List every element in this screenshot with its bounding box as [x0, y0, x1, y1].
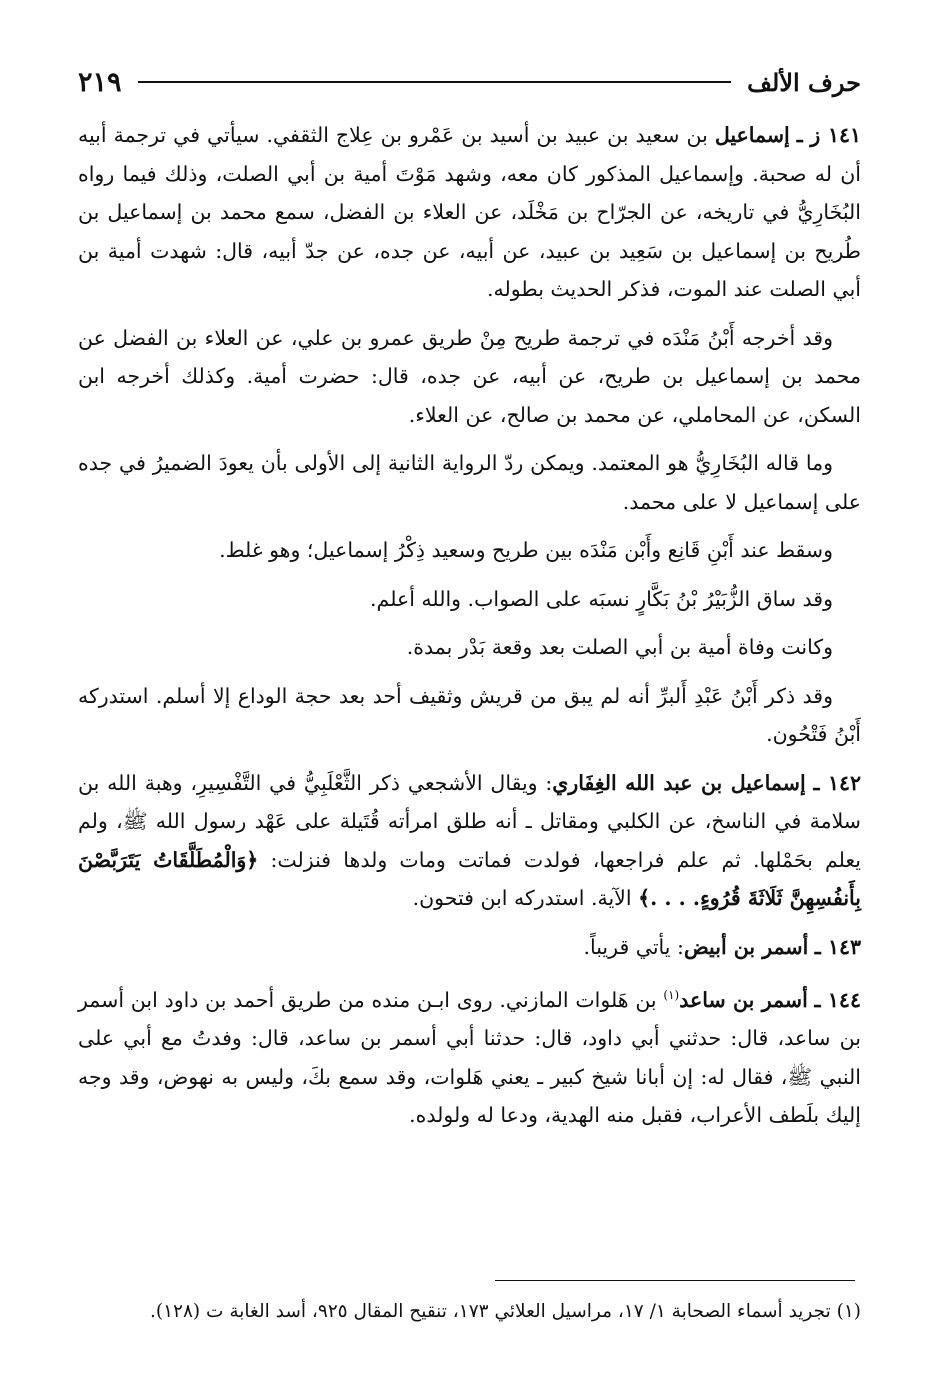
entry-text: : ويقال الأشجعي ذكر الثَّعْلَبِيُّ في التَّفْسِيرِ، وهبة الله بن سلامة في الناسخ، عن الكلبي ومقاتل ـ أنه طلق امرأته قُتَيلة على عَهْد رسول الله ﷺ، ولم يعلم بحَمْلها. ثم علم فراجعها، فولدت فماتت ومات ولدها فنزلت: — [78, 770, 861, 872]
paragraph: وسقط عند أَبْنِ قَانِع وأَبْن مَنْدَه بين طريح وسعيد ذِكْرُ إسماعيل؛ وهو غلط. — [219, 538, 833, 562]
footnote-reference: (١) — [663, 988, 680, 1002]
entry-name: أسمر بن ساعد — [679, 987, 808, 1012]
entry-number: ١٤٤ ـ — [814, 987, 861, 1012]
entry-143 — [78, 928, 861, 967]
entry-141 — [78, 116, 861, 309]
entry-text: بن سعيد بن عبيد بن أسيد بن عَمْرو بن عِلاج الثقفي. سيأتي في ترجمة أبيه أن له صحبة. وإسماعيل المذكور كان معه، وشهد مَوْتَ أمية بن أبي الصلت، وذلك فيما رواه البُخَارِيُّ في تاريخه، عن الجرّاح بن مَخْلَد، عن العلاء بن الفضل، سمع محمد بن إسماعيل بن طُريح بن إسماعيل بن سَعِيد بن عبيد، عن أبيه، عن جده، عن جدّ أبيه، قال: شهدت أمية بن أبي الصلت عند الموت، فذكر الحديث بطوله. — [78, 123, 861, 301]
page-header — [78, 62, 861, 102]
paragraph: وكانت وفاة أمية بن أبي الصلت بعد وقعة بَدْر بمدة. — [406, 635, 833, 659]
entry-number: ١٤٣ ـ — [814, 934, 861, 959]
entry-number: ١٤٢ ـ — [813, 770, 861, 795]
entry-name: أسمر بن أبيض — [683, 934, 809, 959]
entry-number: ١٤١ ز ـ — [796, 123, 861, 147]
running-title: حرف الألف — [747, 67, 861, 97]
page-number: ٢١٩ — [78, 66, 122, 98]
entry-text: بن هَلوات المازني. روى ابـن منده من طريق أحمد بن داود ابن أسمر بن ساعد، قال: حدثني أبي داود، قال: حدثنا أبي أسمر بن ساعد، قال: وفدتُ مع أبي على النبي ﷺ، فقال له: إن أبانا شيخ كبير ـ يعني هَلوات، وقد سمع بكَ، وليس به نهوض، وقد وجه إليك بلَطف الأعراب، فقبل منه الهدية، ودعا له ولولده. — [78, 987, 861, 1128]
quran-verse: ﴿وَالْمُطَلَّقَاتُ يَتَرَبَّصْنَ بِأَنفُسِهِنَّ ثَلَاثَةَ قُرُوءٍ. . . .﴾ — [78, 847, 861, 910]
paragraph: وقد أخرجه أَبْنُ مَنْدَه في ترجمة طريح مِنْ طريق عمرو بن علي، عن العلاء بن الفضل عن محمد بن إسماعيل بن طريح، عن أبيه، عن جده، قال: حضرت أمية. وكذلك أخرجه ابن السكن، عن المحاملي، عن محمد بن صالح، عن العلاء. — [78, 325, 861, 427]
entry-name: إسماعيل بن عبد الله الغِفَاري — [552, 770, 806, 795]
main-text — [78, 116, 861, 1145]
entry-text-end: الآية. استدركه ابن فتحون. — [412, 886, 639, 910]
footnote: (١) تجريد أسماء الصحابة ١/ ١٧، مراسيل العلائي ١٧٣، تنقيح المقال ٩٢٥، أسد الغابة ت (١٢٨). — [150, 1301, 861, 1322]
entry-142 — [78, 764, 861, 918]
footnote-separator — [495, 1280, 855, 1281]
entry-text: : يأتي قريباً. — [583, 934, 684, 959]
entry-name: إسماعيل — [714, 123, 790, 147]
paragraph: وما قاله البُخَارِيُّ هو المعتمد. ويمكن ردّ الرواية الثانية إلى الأولى بأن يعودَ الضميرُ في جده على إسماعيل لا على محمد. — [78, 451, 861, 514]
paragraph: وقد ساق الزُّبَيْرُ بْنُ بَكَّارٍ نسبَه على الصواب. والله أعلم. — [370, 586, 833, 611]
entry-144 — [78, 976, 861, 1135]
header-rule — [138, 81, 732, 83]
paragraph: وقد ذكر أَبْنُ عَبْدِ أَلبرِّ أنه لم يبق من قريش وثقيف أحد بعد حجة الوداع إلا أسلم. استدركه أَبْنُ فَتْحُون. — [78, 683, 861, 746]
